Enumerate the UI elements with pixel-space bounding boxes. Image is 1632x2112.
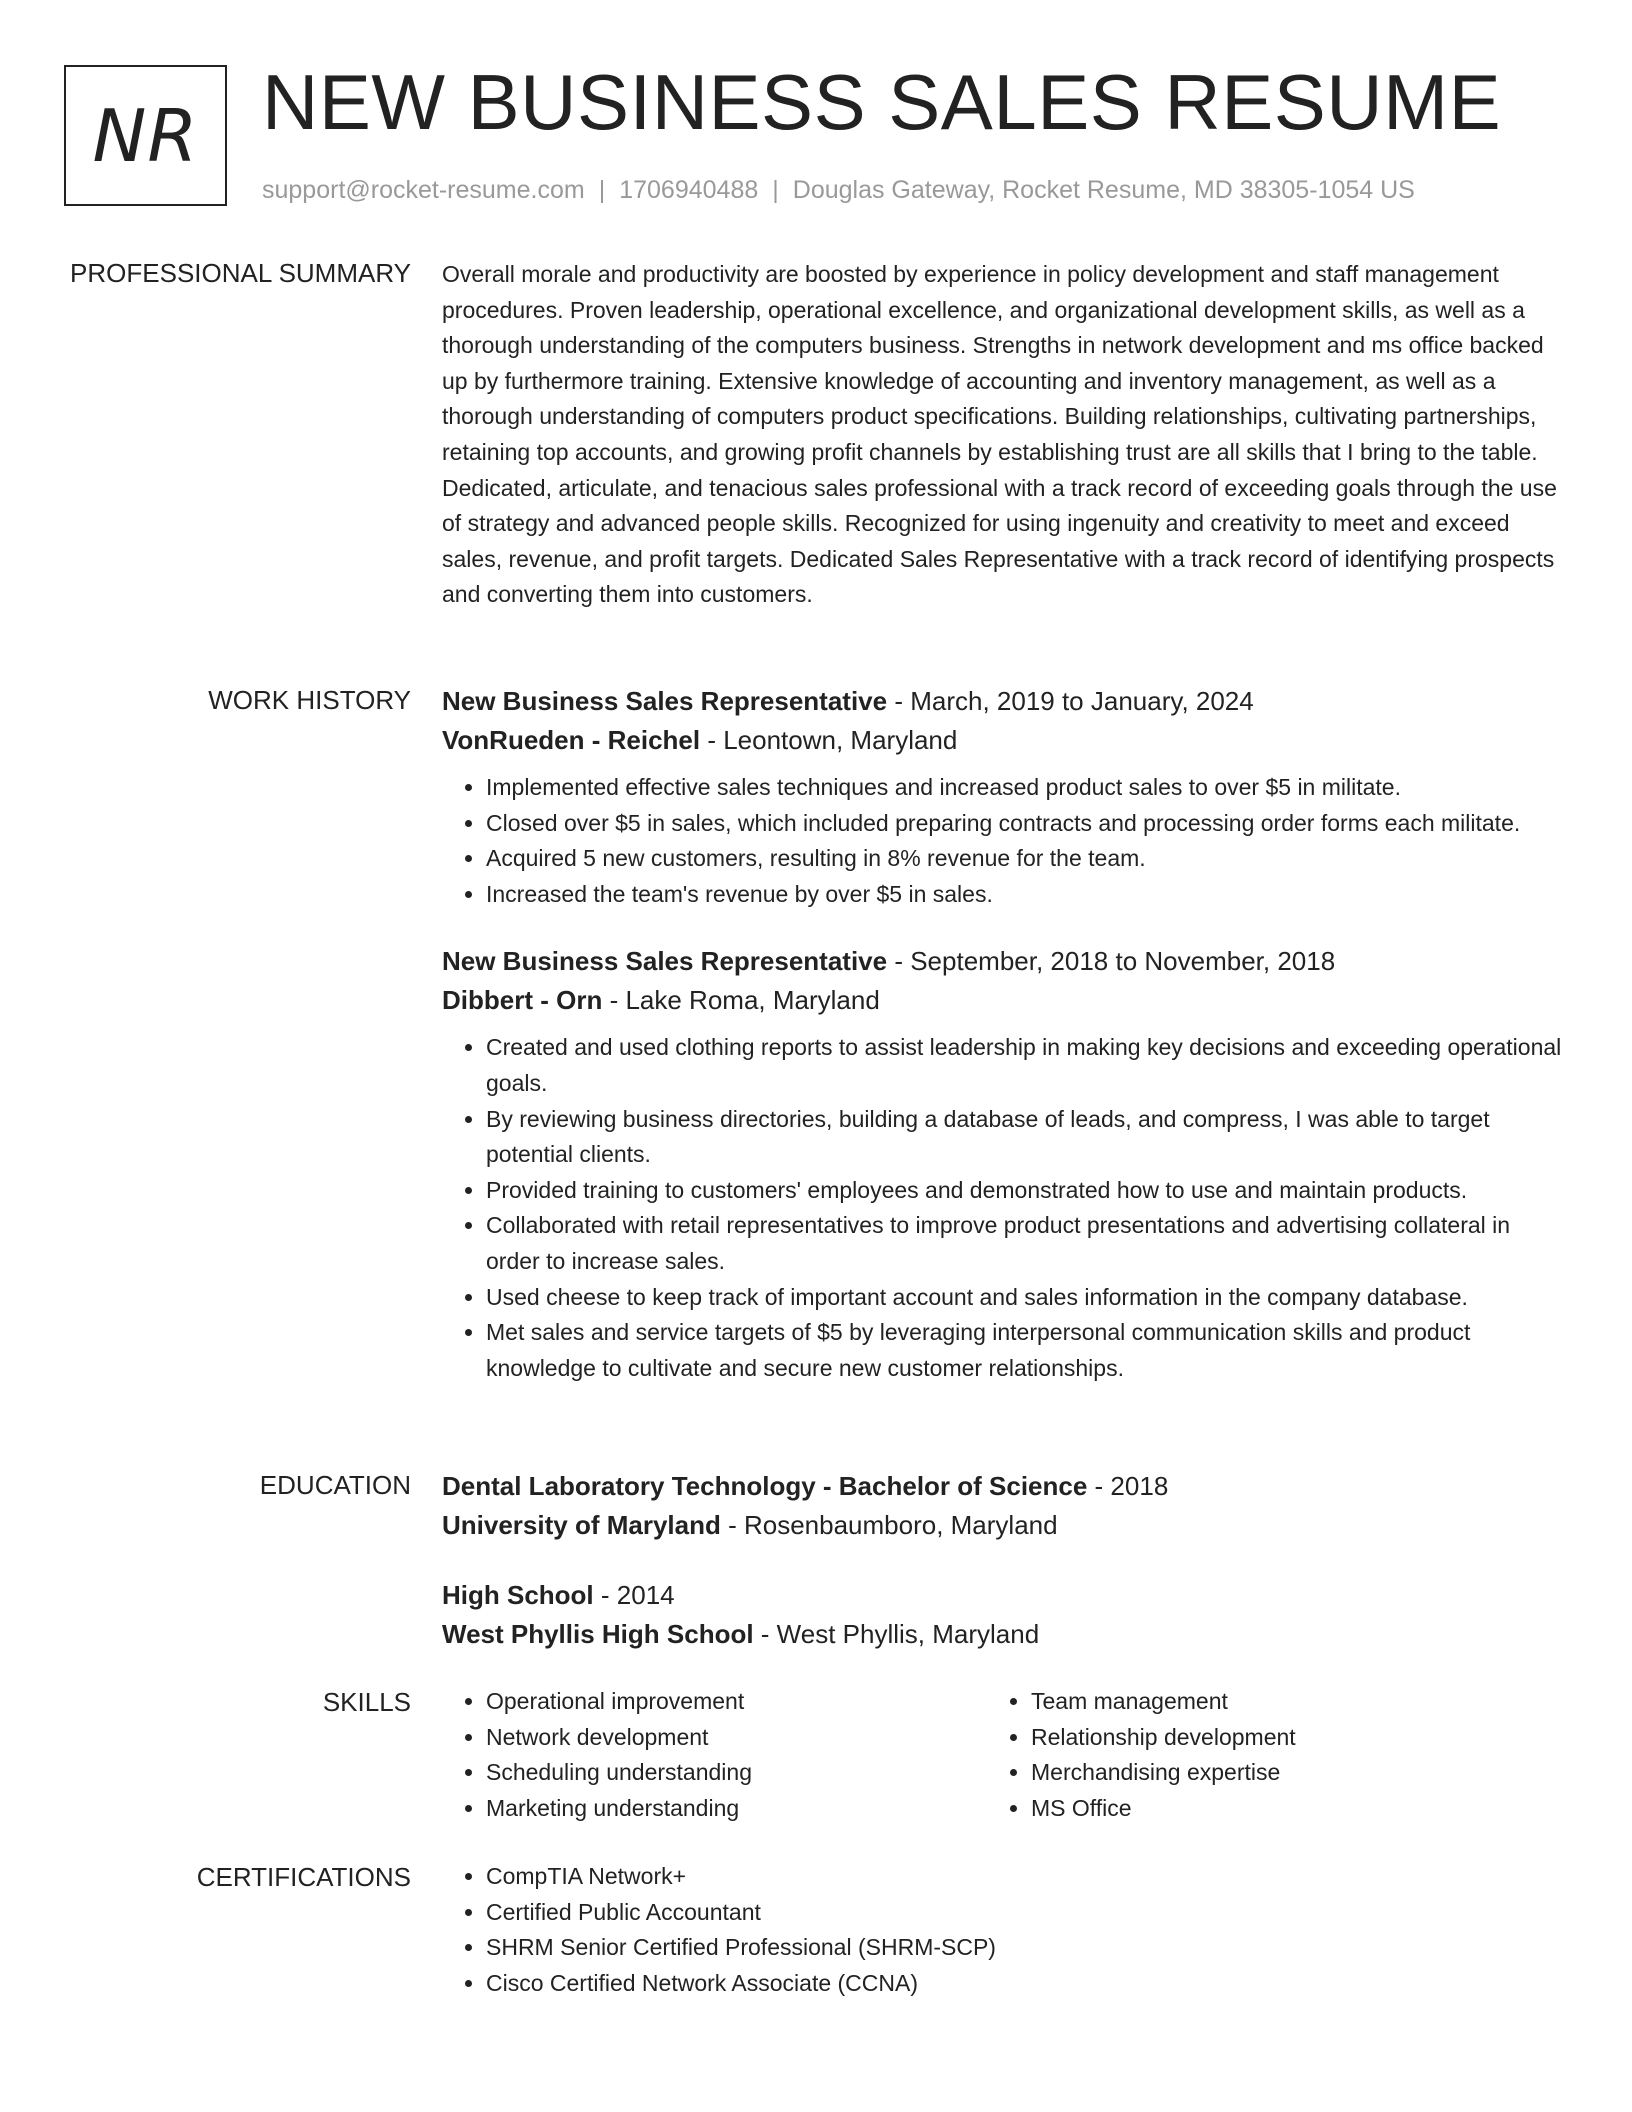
education-location: - West Phyllis, Maryland: [753, 1619, 1040, 1649]
list-item: • Closed over $5 in sales, which included preparing contracts and processing order forms each militate.: [486, 806, 1562, 842]
job-company-line: [442, 721, 1562, 760]
job-entry: [442, 682, 1562, 912]
certification-item: • Cisco Certified Network Associate (CCNA): [486, 1966, 1562, 2002]
work-history-body: [442, 682, 1562, 1386]
summary-text: Overall morale and productivity are boosted by experience in policy development and staff management procedures. Proven leadership, operational excellence, and organizational development skills, as well as a thorough understanding of the computers business. Strengths in network development and ms office backed up by furthermore training. Extensive knowledge of accounting and inventory management, as well as a thorough understanding of computers product specifications. Building relationships, cultivating partnerships, retaining top accounts, and growing profit channels by establishing trust are all skills that I bring to the table. Dedicated, articulate, and tenacious sales professional with a track record of exceeding goals through the use of strategy and advanced people skills. Recognized for using ingenuity and creativity to meet and exceed sales, revenue, and profit targets. Dedicated Sales Representative with a track record of identifying prospects and converting them into customers.: [442, 261, 1557, 608]
education-year: - 2014: [593, 1580, 675, 1610]
education-location: - Rosenbaumboro, Maryland: [720, 1510, 1058, 1540]
education-school: University of Maryland: [442, 1510, 721, 1540]
skill-item: • Marketing understanding: [486, 1791, 987, 1827]
list-item: • By reviewing business directories, building a database of leads, and compress, I was able to target potential clients.: [486, 1102, 1562, 1173]
job-location: - Leontown, Maryland: [700, 725, 958, 755]
contact-address: Douglas Gateway, Rocket Resume, MD 38305-1054 US: [792, 176, 1415, 204]
contact-line: [262, 174, 1415, 206]
skill-item: • Operational improvement: [486, 1684, 987, 1720]
list-item: • Provided training to customers' employees and demonstrated how to use and maintain products.: [486, 1173, 1562, 1209]
job-title-line: [442, 942, 1562, 981]
job-dates: - September, 2018 to November, 2018: [887, 946, 1336, 977]
skill-item: • Merchandising expertise: [1031, 1755, 1532, 1791]
skills-column-right: [987, 1684, 1532, 1826]
contact-separator: |: [772, 176, 779, 204]
job-location: - Lake Roma, Maryland: [602, 985, 880, 1016]
education-body: [442, 1467, 1562, 1654]
skills-body: [442, 1684, 1562, 1826]
education-year: - 2018: [1087, 1471, 1169, 1501]
list-item: • Implemented effective sales techniques and increased product sales to over $5 in militate.: [486, 770, 1562, 806]
certification-item: • SHRM Senior Certified Professional (SHRM-SCP): [486, 1930, 1562, 1966]
education-degree-line: [442, 1467, 1562, 1506]
skills-column-left: [442, 1684, 987, 1826]
job-dates: - March, 2019 to January, 2024: [887, 686, 1254, 716]
job-company: VonRueden - Reichel: [442, 725, 701, 755]
certification-item: • CompTIA Network+: [486, 1859, 1562, 1895]
list-item: • Used cheese to keep track of important account and sales information in the company database.: [486, 1280, 1562, 1316]
summary-body: [442, 255, 1562, 613]
education-school-line: [442, 1615, 1562, 1654]
education-degree: Dental Laboratory Technology - Bachelor of Science: [442, 1471, 1088, 1501]
skills-grid: [442, 1684, 1562, 1826]
list-item: • Collaborated with retail representatives to improve product presentations and advertising collateral in order to increase sales.: [486, 1208, 1562, 1279]
job-role: New Business Sales Representative: [442, 946, 888, 977]
education-school: West Phyllis High School: [442, 1619, 754, 1649]
job-bullets: [442, 770, 1562, 912]
work-history-heading: WORK HISTORY: [208, 685, 411, 715]
skill-item: • Scheduling understanding: [486, 1755, 987, 1791]
education-school-line: [442, 1506, 1562, 1545]
contact-email[interactable]: support@rocket-resume.com: [262, 176, 585, 204]
education-degree-line: [442, 1576, 1562, 1615]
job-bullets: [442, 1030, 1562, 1386]
education-heading: EDUCATION: [259, 1470, 411, 1500]
education-entry: [442, 1467, 1562, 1545]
list-item: • Met sales and service targets of $5 by leveraging interpersonal communication skills and product knowledge to cultivate and secure new customer relationships.: [486, 1315, 1562, 1386]
resume-title: NEW BUSINESS SALES RESUME: [262, 58, 1502, 146]
list-item: • Acquired 5 new customers, resulting in 8% revenue for the team.: [486, 841, 1562, 877]
contact-separator: |: [598, 176, 606, 204]
list-item: • Created and used clothing reports to assist leadership in making key decisions and exceeding operational goals.: [486, 1030, 1562, 1101]
skills-heading: SKILLS: [322, 1687, 411, 1717]
skill-item: • Team management: [1031, 1684, 1532, 1720]
job-company: Dibbert - Orn: [442, 985, 603, 1016]
job-entry: [442, 942, 1562, 1386]
certifications-heading: CERTIFICATIONS: [196, 1862, 411, 1892]
certifications-list: [442, 1859, 1562, 2001]
certification-item: • Certified Public Accountant: [486, 1895, 1562, 1931]
summary-heading: PROFESSIONAL SUMMARY: [70, 258, 411, 288]
job-company-line: [442, 981, 1562, 1020]
monogram-logo: NR: [64, 65, 227, 206]
contact-phone[interactable]: 1706940488: [619, 176, 759, 204]
education-entry: [442, 1576, 1562, 1654]
skill-item: • Relationship development: [1031, 1720, 1532, 1756]
education-degree: High School: [442, 1580, 594, 1610]
job-title-line: [442, 682, 1562, 721]
certifications-body: [442, 1859, 1562, 2001]
list-item: • Increased the team's revenue by over $5 in sales.: [486, 877, 1562, 913]
job-role: New Business Sales Representative: [442, 686, 888, 716]
skill-item: • Network development: [486, 1720, 987, 1756]
skill-item: • MS Office: [1031, 1791, 1532, 1827]
